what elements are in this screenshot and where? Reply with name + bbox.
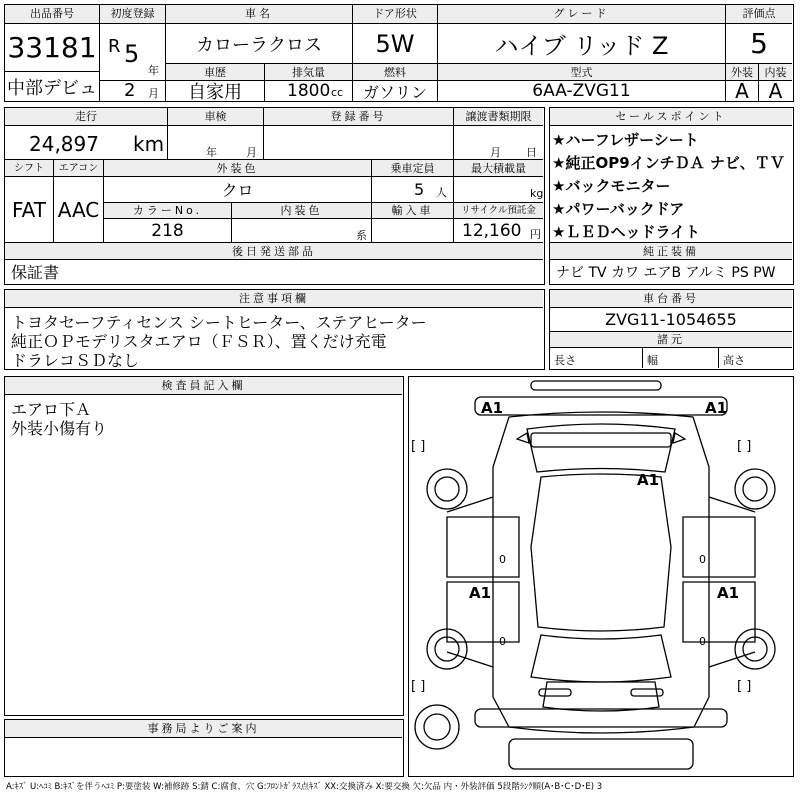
capacity-unit: 人: [436, 186, 447, 199]
car-name: カローラクロス: [165, 23, 352, 63]
color-number: 218: [103, 218, 231, 242]
displacement-unit: cc: [331, 86, 344, 99]
sales-points-label: セールスポイント: [550, 108, 792, 125]
displacement-cell: [264, 80, 352, 101]
vehicle-history: 自家用: [165, 80, 264, 101]
damage-mark-roof: A1: [637, 471, 660, 489]
sales-point-item: ★ＬＥＤヘッドライト: [552, 223, 700, 241]
inspector-notes-label: 検査員記入欄: [5, 377, 402, 394]
car-outline-diagram: [409, 377, 792, 775]
inspection-cell: [167, 125, 263, 159]
recycle-deposit-cell: [453, 218, 543, 242]
office-notice-label: 事務局よりご案内: [5, 720, 402, 737]
first-registration-year-cell: [99, 23, 165, 80]
factory-equipment: ナビ TV カワ エアB アルミ PS PW: [550, 259, 792, 283]
notes-label: 注意事項欄: [5, 290, 543, 307]
transfer-deadline-label: 譲渡書類期限: [453, 108, 543, 125]
height-cell: [718, 347, 792, 368]
inspection-year-unit: 年: [206, 146, 217, 159]
zero-marker: 0: [699, 635, 706, 648]
specs-label: 諸元: [550, 331, 792, 347]
office-notice-body: [5, 737, 402, 775]
interior-score-label: 内装: [758, 63, 792, 80]
sales-point-item: ★パワーバックドア: [552, 200, 685, 218]
first-registration-label: 初度登録: [99, 5, 165, 23]
notes-body: [5, 307, 543, 368]
exterior-color: クロ: [103, 176, 371, 202]
import-cell: [371, 218, 453, 242]
model-code: 6AA-ZVG11: [437, 80, 725, 101]
zero-marker: 0: [499, 553, 506, 566]
first-registration-month-cell: [99, 80, 165, 101]
lot-number-label: 出品番号: [5, 5, 99, 23]
bracket-marker: [ ]: [411, 679, 426, 694]
shift-label: シフト: [5, 159, 53, 176]
capacity-label: 乗車定員: [371, 159, 453, 176]
inspection-month-unit: 月: [246, 146, 257, 159]
recycle-deposit-label: リサイクル預託金: [453, 202, 543, 218]
damage-mark-right-door: A1: [717, 584, 740, 602]
year-unit: 年: [148, 64, 159, 77]
vehicle-details-block: [4, 107, 545, 285]
month-unit: 月: [148, 87, 159, 100]
registration-number-label: 登録番号: [263, 108, 453, 125]
car-damage-diagram: [408, 376, 794, 777]
interior-color-unit: 系: [356, 229, 367, 242]
later-parts-label: 後日発送部品: [5, 242, 543, 259]
import-label: 輸入車: [371, 202, 453, 218]
damage-mark-left-door: A1: [469, 584, 492, 602]
door-label: ドア形状: [352, 5, 437, 23]
mileage-unit: km: [133, 132, 165, 156]
note-line: 純正ＯＰモデリスタエアロ（ＦＳＲ）、置くだけ充電: [11, 332, 387, 351]
interior-color-cell: [231, 218, 371, 242]
recycle-deposit: 12,160: [462, 221, 522, 241]
inspector-note-line: エアロ下Ａ: [11, 400, 92, 419]
height-label: 高さ: [723, 354, 745, 367]
sales-point-item: ★純正OP9インチＤＡ ナビ、ＴＶ: [552, 154, 785, 172]
max-load-cell: [453, 176, 543, 202]
chassis-number-label: 車台番号: [550, 290, 792, 307]
chassis-block: [549, 289, 794, 370]
zero-marker: 0: [499, 635, 506, 648]
history-label: 車歴: [165, 63, 264, 80]
overall-score: 5: [725, 23, 792, 63]
registration-number-cell: [263, 125, 453, 159]
office-notice-block: [4, 719, 404, 777]
door-type: 5W: [352, 23, 437, 63]
transfer-month-unit: 月: [490, 146, 501, 159]
inspector-note-line: 外装小傷有り: [11, 419, 108, 438]
damage-mark-front-right: A1: [705, 399, 728, 417]
top-block: [4, 4, 794, 102]
sales-points-block: [549, 107, 794, 285]
aircon-label: エアコン: [53, 159, 103, 176]
car-name-label: 車名: [165, 5, 352, 23]
later-parts: 保証書: [5, 259, 543, 283]
aircon-type: AAC: [53, 176, 103, 242]
fuel-type: ガソリン: [352, 80, 437, 101]
max-load-label: 最大積載量: [453, 159, 543, 176]
length-label: 長さ: [554, 354, 576, 367]
recycle-deposit-unit: 円: [530, 228, 541, 241]
shift-type: FAT: [5, 176, 53, 242]
note-line: トヨタセーフティセンス シートヒーター、ステアヒーター: [11, 313, 427, 332]
damage-mark-front-left: A1: [481, 399, 504, 417]
mileage-label: 走行: [5, 108, 167, 125]
damage-code-legend: A:ｷｽﾞ U:ﾍｺﾐ B:ｷｽﾞを伴うﾍｺﾐ P:要塗装 W:補修跡 S:錆 C:腐食、穴 G:ﾌﾛﾝﾄｶﾞﾗｽ点ｷｽﾞ XX:交換済み X:要交換 欠:欠品 内・外装評価 5段階ﾗﾝｸ順(A･B･C･D･E) 3: [6, 782, 603, 792]
width-cell: [642, 347, 718, 368]
displacement-label: 排気量: [264, 63, 352, 80]
displacement: 1800: [287, 81, 331, 101]
transfer-day-unit: 日: [526, 146, 537, 159]
bracket-marker: [ ]: [411, 439, 426, 454]
auction-venue: 中部デビュ: [5, 71, 99, 101]
sales-point-item: ★バックモニター: [552, 177, 671, 195]
fuel-label: 燃料: [352, 63, 437, 80]
registration-year: 5: [124, 40, 140, 68]
bracket-marker: [ ]: [737, 679, 752, 694]
color-number-label: カラーNo.: [103, 202, 231, 218]
mileage-cell: [5, 125, 167, 159]
capacity: 5: [414, 180, 425, 199]
inspector-notes-block: [4, 376, 404, 716]
bracket-marker: [ ]: [737, 439, 752, 454]
lot-number: 33181: [5, 23, 99, 71]
model-label: 型式: [437, 63, 725, 80]
width-label: 幅: [647, 354, 658, 367]
length-cell: [550, 347, 642, 368]
factory-equipment-label: 純正装備: [550, 242, 792, 259]
transfer-deadline-cell: [453, 125, 543, 159]
inspector-notes-body: [5, 394, 402, 714]
grade: ハイブ リッド Z: [437, 23, 725, 63]
exterior-color-label: 外装色: [103, 159, 371, 176]
chassis-number: ZVG11-1054655: [550, 307, 792, 331]
exterior-score-label: 外装: [725, 63, 758, 80]
capacity-cell: [371, 176, 453, 202]
sales-points-list: [550, 125, 792, 242]
score-label: 評価点: [725, 5, 792, 23]
zero-marker: 0: [699, 553, 706, 566]
notes-block: [4, 289, 545, 370]
era: R: [108, 36, 121, 57]
interior-score: A: [758, 80, 792, 101]
exterior-score: A: [725, 80, 758, 101]
inspection-label: 車検: [167, 108, 263, 125]
max-load-unit: kg: [530, 187, 543, 200]
interior-color-label: 内装色: [231, 202, 371, 218]
mileage: 24,897: [29, 132, 99, 156]
sales-point-item: ★ハーフレザーシート: [552, 131, 699, 149]
grade-label: グレード: [437, 5, 725, 23]
note-line: ドラレコＳＤなし: [11, 351, 140, 368]
registration-month: 2: [124, 80, 136, 101]
